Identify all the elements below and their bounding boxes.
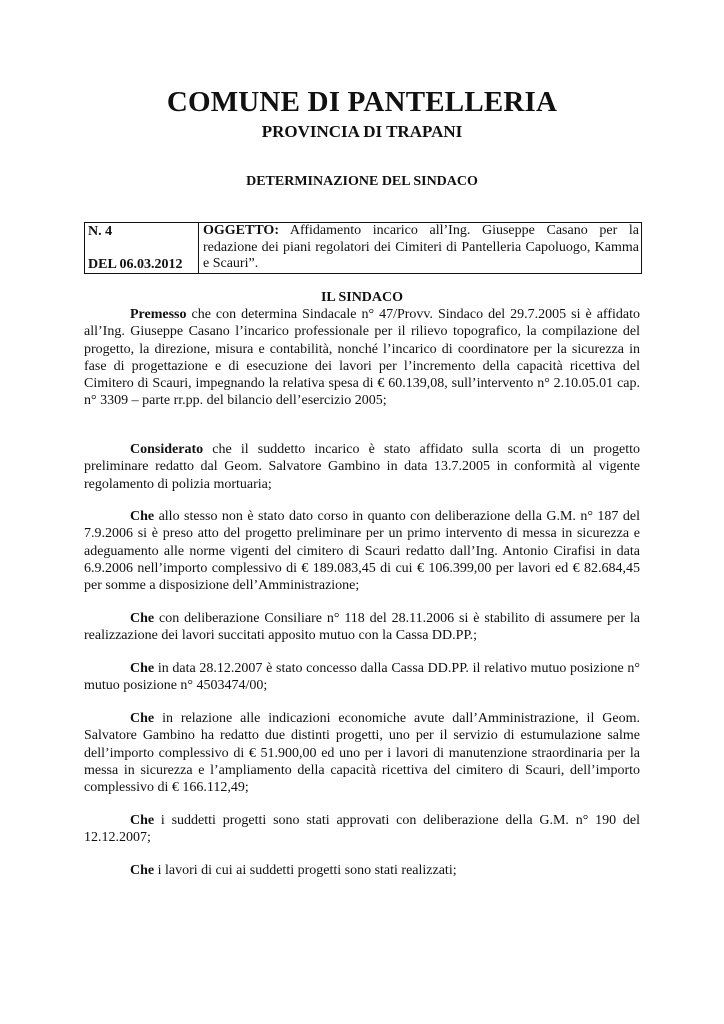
provincia-subtitle: PROVINCIA DI TRAPANI [261,122,463,141]
determination-date: DEL 06.03.2012 [88,257,183,272]
paragraph-che-3 [84,660,640,695]
reference-table [84,222,642,274]
paragraph-lead: Che [130,661,155,676]
subject-text: Affidamento incarico all’Ing. Giuseppe Casano per la redazione dei piani regolatori dei Cimiteri di Pantelleria Capoluogo, Kamma e Scauri”. [203,223,639,271]
paragraph-text: in data 28.12.2007 è stato concesso dalla Cassa DD.PP. il relativo mutuo posizione n° mutuo posizione n° 4503474/00; [84,661,640,694]
paragraph-text: con deliberazione Consiliare n° 118 del 28.11.2006 si è stabilito di assumere per la realizzazione dei lavori succitati apposito mutuo con la Cassa DD.PP.; [84,611,640,644]
paragraph-text: i lavori di cui ai suddetti progetti sono stati realizzati; [154,863,457,878]
paragraph-premesso [84,306,640,410]
paragraph-lead: Che [130,711,155,726]
paragraph-text: in relazione alle indicazioni economiche avute dall’Amministrazione, il Geom. Salvatore Gambino ha redatto due distinti progetti, uno per il servizio di estumulazione salme dell’importo complessivo di € 51.900,00 ed uno per i lavori di manutenzione straordinaria per la messa in sicurezza e l’ampliamento della capacità ricettiva del cimitero di Scauri, dell’importo complessivo di € 166.112,49; [84,711,640,796]
paragraph-che-5 [84,812,640,847]
paragraph-lead: Che [130,813,155,828]
subject-cell [203,223,639,273]
section-title: IL SINDACO [320,290,404,305]
paragraph-considerato [84,441,640,493]
paragraph-text: i suddetti progetti sono stati approvati con deliberazione della G.M. n° 190 del 12.12.2007; [84,813,640,846]
paragraph-text: che con determina Sindacale n° 47/Provv. Sindaco del 29.7.2005 si è affidato all’Ing. Giuseppe Casano l’incarico professionale per il rilievo topografico, la compilazione del progetto, la direzione, misura e contabilità, nonché l’incarico di coordinatore per la sicurezza in fase di progettazione e di esecuzione dei lavori per l’incremento della capacità ricettiva del Cimitero di Scauri, impegnando la relativa spesa di € 60.139,08, sull’intervento n° 2.10.05.01 cap. n° 3309 – parte rr.pp. del bilancio dell’esercizio 2005; [84,307,640,409]
paragraph-che-1 [84,508,640,594]
comune-title: COMUNE DI PANTELLERIA [166,86,558,118]
document-type-heading: DETERMINAZIONE DEL SINDACO [246,174,478,189]
paragraph-text: allo stesso non è stato dato corso in quanto con deliberazione della G.M. n° 187 del 7.9.2006 si è preso atto del progetto preliminare per un primo intervento di messa in sicurezza e adeguamento alle norme vigenti del cimitero di Scauri redatto dall’Ing. Antonio Cirafisi in data 6.9.2006 nell’importo complessivo di € 189.083,45 di cui € 106.399,00 per lavori ed € 82.684,45 per somme a disposizione dell’Amministrazione; [84,509,640,594]
paragraph-lead: Che [130,611,155,626]
paragraph-che-2 [84,610,640,645]
paragraph-lead: Premesso [130,307,187,322]
reference-id-cell [85,223,199,273]
subject-label: OGGETTO: [203,223,279,238]
paragraph-che-4 [84,710,640,796]
paragraph-lead: Che [130,509,155,524]
determination-number: N. 4 [88,224,113,239]
paragraph-che-6 [84,862,640,879]
paragraph-text: che il suddetto incarico è stato affidato sulla scorta di un progetto preliminare redatto dal Geom. Salvatore Gambino in data 13.7.2005 in conformità al vigente regolamento di polizia mortuaria; [84,442,640,492]
paragraph-lead: Che [130,863,155,878]
paragraph-lead: Considerato [130,442,204,457]
